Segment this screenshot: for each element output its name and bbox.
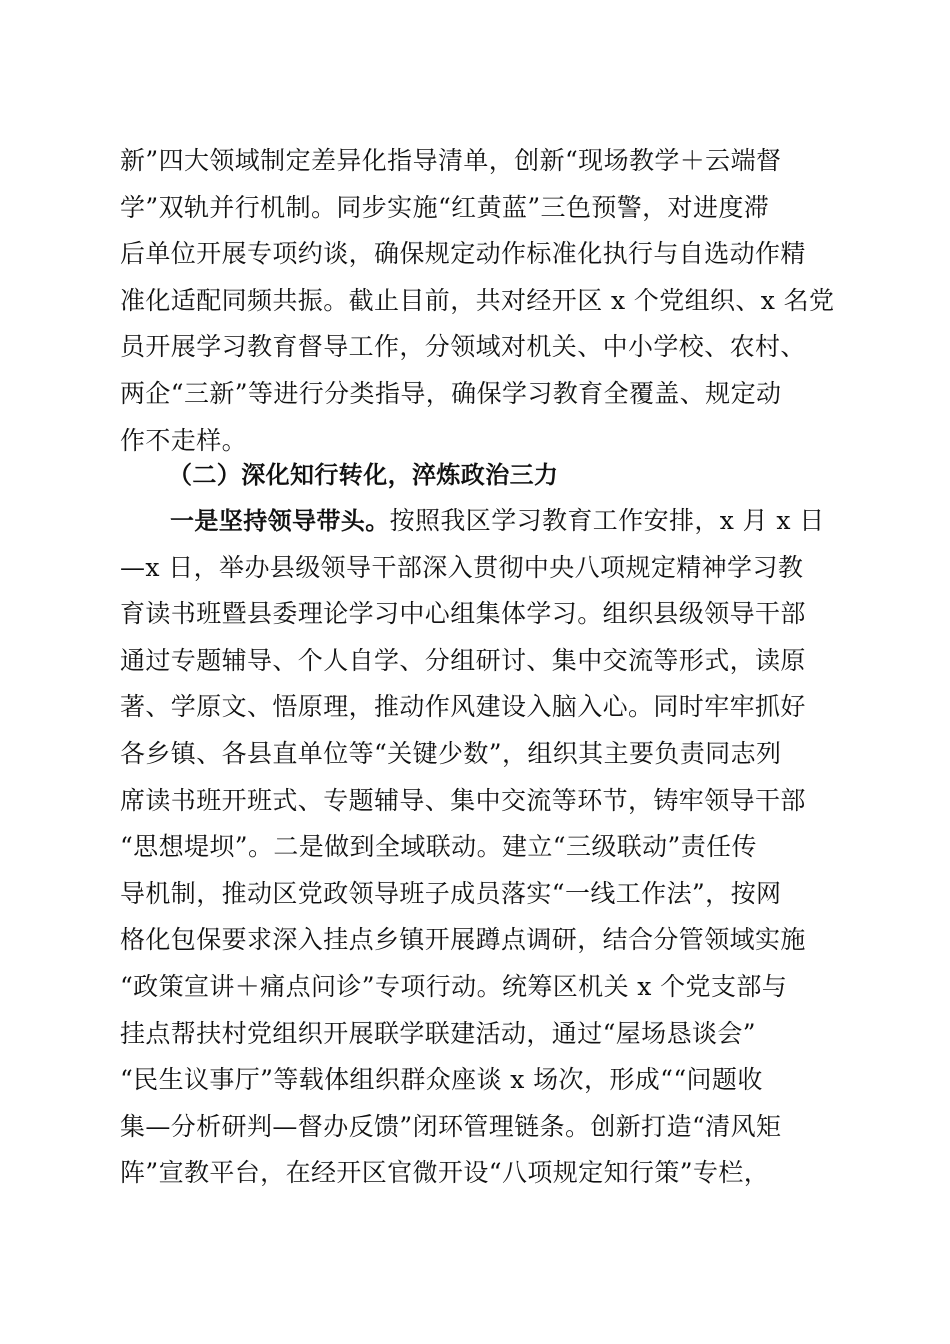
paragraph-first-line xyxy=(120,498,832,545)
paragraph-line: 集—分析研判—督办反馈”闭环管理链条。创新打造“清风矩 xyxy=(120,1111,782,1141)
paragraph-line-text: 按照我区学习教育工作安排，x 月 x 日 xyxy=(389,506,825,535)
paragraph-line: —x 日，举办县级领导干部深入贯彻中央八项规定精神学习教 xyxy=(120,552,804,582)
paragraph-line: 挂点帮扶村党组织开展联学联建活动，通过“屋场恳谈会” xyxy=(120,1018,756,1048)
paragraph-line: 员开展学习教育督导工作，分领域对机关、中小学校、农村、 xyxy=(120,332,806,362)
paragraph-leadership xyxy=(120,498,832,1197)
paragraph-line: 阵”宣教平台，在经开区官微开设“八项规定知行策”专栏， xyxy=(120,1158,770,1188)
paragraph-line: 通过专题辅导、个人自学、分组研讨、集中交流等形式，读原 xyxy=(120,645,806,675)
paragraph-line: 后单位开展专项约谈，确保规定动作标准化执行与自选动作精 xyxy=(120,239,806,269)
paragraph-line: 学”双轨并行机制。同步实施“红黄蓝”三色预警，对进度滞 xyxy=(120,192,770,222)
paragraph-line: 作不走样。 xyxy=(120,425,248,455)
paragraph-supervision xyxy=(120,138,835,464)
paragraph-lead-phrase: 一是坚持领导带头。 xyxy=(170,507,390,535)
paragraph-line: 席读书班开班式、专题辅导、集中交流等环节，铸牢领导干部 xyxy=(120,785,806,815)
paragraph-line: 著、学原文、悟原理，推动作风建设入脑入心。同时牢牢抓好 xyxy=(120,692,806,722)
paragraph-line: 两企“三新”等进行分类指导，确保学习教育全覆盖、规定动 xyxy=(120,378,782,408)
paragraph-line: 各乡镇、各县直单位等“关键少数”，组织其主要负责同志列 xyxy=(120,738,782,768)
paragraph-line: 育读书班暨县委理论学习中心组集体学习。组织县级领导干部 xyxy=(120,599,806,629)
paragraph-line: 新”四大领域制定差异化指导清单，创新“现场教学＋云端督 xyxy=(120,146,782,175)
paragraph-line: “民生议事厅”等载体组织群众座谈 x 场次，形成““问题收 xyxy=(120,1065,763,1095)
paragraph-line: “政策宣讲＋痛点问诊”专项行动。统筹区机关 x 个党支部与 xyxy=(120,971,788,1001)
paragraph-line: 格化包保要求深入挂点乡镇开展蹲点调研，结合分管领域实施 xyxy=(120,925,806,955)
paragraph-line: 准化适配同频共振。截止目前，共对经开区 x 个党组织、x 名党 xyxy=(120,285,835,315)
paragraph-line: 导机制，推动区党政领导班子成员落实“一线工作法”，按网 xyxy=(120,878,782,908)
paragraph-line: “思想堤坝”。二是做到全域联动。建立“三级联动”责任传 xyxy=(120,832,757,862)
section-heading: （二）深化知行转化，淬炼政治三力 xyxy=(168,461,559,489)
